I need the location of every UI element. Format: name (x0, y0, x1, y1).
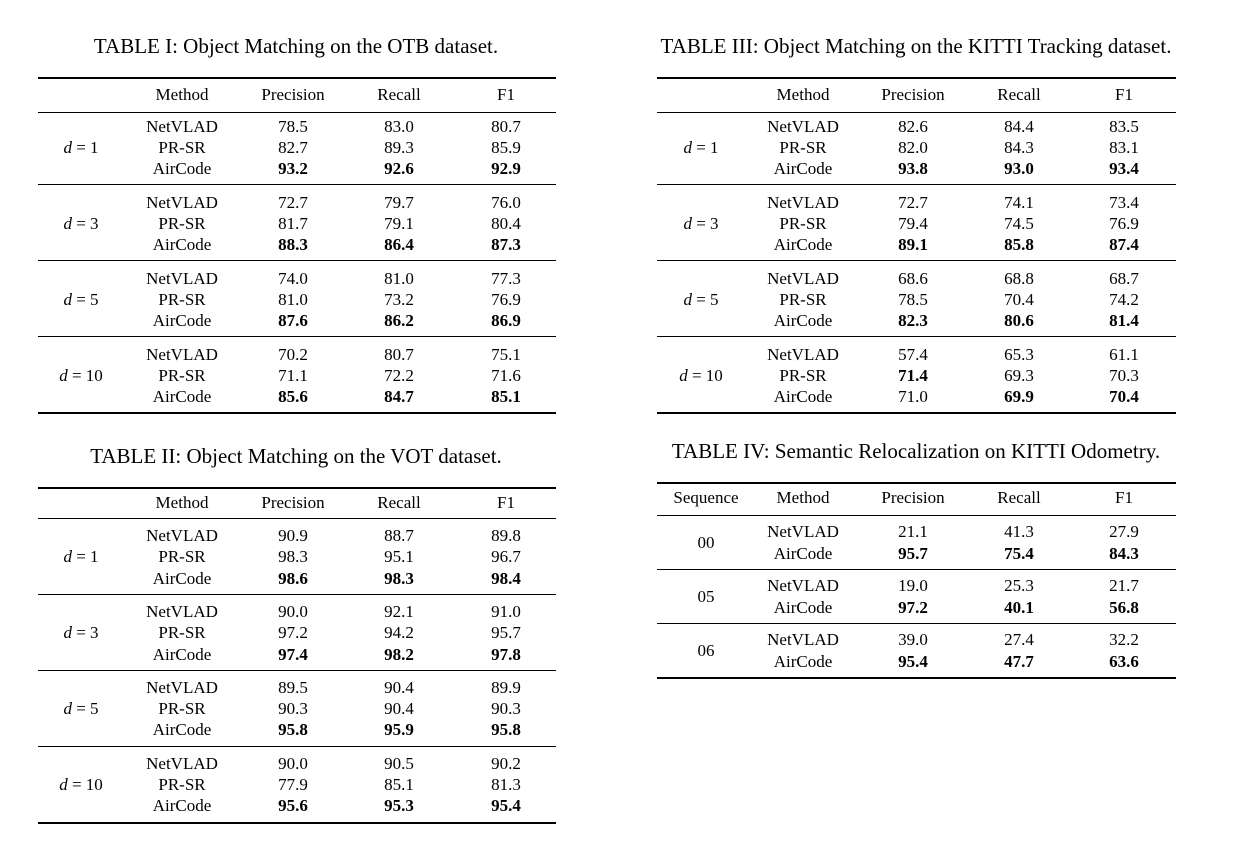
recall-cell: 75.4 (1004, 543, 1034, 563)
label-variable: d (63, 214, 72, 233)
method-cell: AirCode (152, 235, 212, 254)
column-header: Precision (261, 493, 325, 512)
method-cell: NetVLAD (767, 630, 839, 649)
precision-cell: 21.1 (898, 522, 928, 541)
group-rule (38, 670, 556, 671)
recall-cell: 85.8 (1004, 235, 1034, 254)
method-cell: NetVLAD (767, 522, 839, 541)
precision-cell: 95.6 (278, 796, 308, 816)
precision-cell: 90.0 (278, 601, 308, 621)
f1-cell: 91.0 (491, 601, 521, 621)
precision-cell: 74.0 (278, 269, 308, 288)
precision-cell: 72.7 (278, 193, 308, 212)
f1-cell: 83.5 (1109, 117, 1139, 136)
recall-cell: 92.1 (384, 601, 414, 621)
recall-cell: 69.3 (1004, 366, 1034, 385)
f1-cell: 70.4 (1109, 387, 1139, 406)
label-operator: = (691, 214, 711, 233)
precision-cell: 19.0 (898, 576, 928, 595)
label-value: 5 (710, 290, 719, 309)
f1-cell: 80.7 (491, 117, 521, 136)
recall-cell: 65.3 (1004, 345, 1034, 364)
group-label (63, 699, 98, 719)
precision-cell: 71.0 (898, 387, 928, 406)
bottom-rule (38, 822, 556, 824)
group-label (63, 138, 98, 158)
label-operator: = (687, 366, 706, 385)
method-cell: PR-SR (779, 366, 827, 385)
precision-cell: 95.4 (898, 651, 928, 671)
label-variable: d (683, 138, 692, 157)
method-cell: PR-SR (158, 775, 206, 794)
precision-cell: 93.2 (278, 159, 308, 178)
column-header: Precision (881, 488, 945, 507)
column-header: Method (776, 488, 830, 507)
label-operator: = (71, 214, 91, 233)
recall-cell: 84.4 (1004, 117, 1034, 136)
table-caption: TABLE III: Object Matching on the KITTI Tracking dataset. (660, 34, 1172, 58)
f1-cell: 89.9 (491, 677, 521, 697)
recall-cell: 84.7 (384, 387, 414, 406)
recall-cell: 92.6 (384, 159, 414, 178)
column-header: F1 (1115, 85, 1133, 104)
f1-cell: 90.3 (491, 699, 521, 719)
method-cell: NetVLAD (146, 753, 218, 773)
group-label (683, 138, 718, 158)
top-rule (657, 77, 1176, 79)
precision-cell: 82.6 (898, 117, 928, 136)
f1-cell: 95.7 (491, 623, 521, 643)
label-value: 5 (90, 290, 99, 309)
precision-cell: 97.4 (278, 644, 308, 664)
f1-cell: 95.4 (491, 796, 521, 816)
method-cell: PR-SR (779, 138, 827, 157)
recall-cell: 98.3 (384, 568, 414, 588)
label-value: 3 (710, 214, 719, 233)
f1-cell: 77.3 (491, 269, 521, 288)
precision-cell: 72.7 (898, 193, 928, 212)
recall-cell: 68.8 (1004, 269, 1034, 288)
f1-cell: 63.6 (1109, 651, 1139, 671)
f1-cell: 68.7 (1109, 269, 1139, 288)
method-cell: AirCode (773, 597, 833, 617)
method-cell: NetVLAD (146, 345, 218, 364)
column-header: Method (155, 493, 209, 512)
label-value: 00 (697, 532, 715, 552)
label-value: 1 (90, 547, 99, 567)
f1-cell: 32.2 (1109, 630, 1139, 649)
recall-cell: 74.5 (1004, 214, 1034, 233)
method-cell: NetVLAD (146, 117, 218, 136)
bottom-rule (38, 412, 556, 414)
table-caption: TABLE II: Object Matching on the VOT dataset. (90, 444, 502, 468)
group-rule (657, 336, 1176, 337)
label-variable: d (63, 547, 72, 567)
recall-cell: 79.1 (384, 214, 414, 233)
recall-cell: 81.0 (384, 269, 414, 288)
label-variable: d (683, 214, 692, 233)
label-value: 05 (697, 586, 715, 606)
f1-cell: 71.6 (491, 366, 521, 385)
f1-cell: 56.8 (1109, 597, 1139, 617)
column-header: Method (155, 85, 209, 104)
label-operator: = (71, 290, 91, 309)
f1-cell: 75.1 (491, 345, 521, 364)
label-variable: d (679, 366, 688, 385)
precision-cell: 68.6 (898, 269, 928, 288)
recall-cell: 89.3 (384, 138, 414, 157)
recall-cell: 74.1 (1004, 193, 1034, 212)
group-label (59, 366, 103, 386)
precision-cell: 77.9 (278, 775, 308, 794)
recall-cell: 95.1 (384, 547, 414, 567)
precision-cell: 89.5 (278, 677, 308, 697)
group-label (63, 623, 98, 643)
precision-cell: 90.3 (278, 699, 308, 719)
precision-cell: 78.5 (898, 290, 928, 309)
precision-cell: 88.3 (278, 235, 308, 254)
recall-cell: 90.5 (384, 753, 414, 773)
method-cell: PR-SR (779, 290, 827, 309)
recall-cell: 47.7 (1004, 651, 1034, 671)
recall-cell: 69.9 (1004, 387, 1034, 406)
f1-cell: 27.9 (1109, 522, 1139, 541)
recall-cell: 41.3 (1004, 522, 1034, 541)
method-cell: NetVLAD (146, 677, 218, 697)
recall-cell: 27.4 (1004, 630, 1034, 649)
f1-cell: 97.8 (491, 644, 521, 664)
label-value: 06 (697, 640, 715, 660)
recall-cell: 95.9 (384, 720, 414, 740)
f1-cell: 98.4 (491, 568, 521, 588)
group-label (59, 775, 103, 795)
recall-cell: 94.2 (384, 623, 414, 643)
label-variable: d (59, 775, 68, 794)
top-rule (38, 77, 556, 79)
f1-cell: 87.3 (491, 235, 521, 254)
recall-cell: 72.2 (384, 366, 414, 385)
recall-cell: 90.4 (384, 699, 414, 719)
label-value: 3 (90, 214, 99, 233)
recall-cell: 79.7 (384, 193, 414, 212)
label-operator: = (71, 623, 91, 643)
f1-cell: 93.4 (1109, 159, 1139, 178)
f1-cell: 87.4 (1109, 235, 1139, 254)
recall-cell: 70.4 (1004, 290, 1034, 309)
precision-cell: 95.7 (898, 543, 928, 563)
label-variable: d (63, 623, 72, 643)
f1-cell: 83.1 (1109, 138, 1139, 157)
f1-cell: 74.2 (1109, 290, 1139, 309)
f1-cell: 21.7 (1109, 576, 1139, 595)
method-cell: AirCode (773, 651, 833, 671)
method-cell: NetVLAD (767, 117, 839, 136)
header-rule (657, 112, 1176, 113)
recall-cell: 84.3 (1004, 138, 1034, 157)
recall-cell: 73.2 (384, 290, 414, 309)
method-cell: NetVLAD (767, 576, 839, 595)
label-value: 5 (90, 699, 99, 719)
precision-cell: 82.7 (278, 138, 308, 157)
precision-cell: 81.7 (278, 214, 308, 233)
method-cell: PR-SR (158, 138, 206, 157)
f1-cell: 95.8 (491, 720, 521, 740)
group-label (698, 587, 715, 607)
label-value: 10 (85, 775, 103, 794)
precision-cell: 98.6 (278, 568, 308, 588)
f1-cell: 73.4 (1109, 193, 1139, 212)
bottom-rule (657, 677, 1176, 679)
column-header: Recall (997, 85, 1041, 104)
recall-cell: 90.4 (384, 677, 414, 697)
top-rule (657, 482, 1176, 484)
method-cell: NetVLAD (146, 193, 218, 212)
recall-cell: 93.0 (1004, 159, 1034, 178)
method-cell: PR-SR (158, 547, 206, 567)
method-cell: AirCode (773, 159, 833, 178)
label-operator: = (71, 547, 91, 567)
group-rule (38, 594, 556, 595)
label-operator: = (71, 138, 91, 157)
recall-cell: 86.4 (384, 235, 414, 254)
recall-cell: 80.7 (384, 345, 414, 364)
recall-cell: 83.0 (384, 117, 414, 136)
table-caption: TABLE IV: Semantic Relocalization on KITTI Odometry. (671, 439, 1161, 463)
precision-cell: 71.1 (278, 366, 308, 385)
precision-cell: 71.4 (898, 366, 928, 385)
group-label (63, 214, 98, 234)
precision-cell: 87.6 (278, 311, 308, 330)
f1-cell: 76.9 (491, 290, 521, 309)
group-label (63, 290, 98, 310)
precision-cell: 97.2 (898, 597, 928, 617)
method-cell: NetVLAD (767, 269, 839, 288)
method-cell: PR-SR (158, 623, 206, 643)
group-rule (38, 184, 556, 185)
recall-cell: 95.3 (384, 796, 414, 816)
method-cell: PR-SR (158, 214, 206, 233)
column-header: Recall (997, 488, 1041, 507)
f1-cell: 80.4 (491, 214, 521, 233)
precision-cell: 95.8 (278, 720, 308, 740)
method-cell: AirCode (773, 543, 833, 563)
column-header: F1 (497, 85, 515, 104)
recall-cell: 25.3 (1004, 576, 1034, 595)
precision-cell: 98.3 (278, 547, 308, 567)
label-operator: = (691, 290, 711, 309)
f1-cell: 81.3 (491, 775, 521, 794)
label-variable: d (683, 290, 692, 309)
label-value: 1 (710, 138, 719, 157)
label-operator: = (67, 775, 86, 794)
label-operator: = (67, 366, 86, 385)
method-cell: PR-SR (779, 214, 827, 233)
f1-cell: 89.8 (491, 526, 521, 545)
f1-cell: 76.0 (491, 193, 521, 212)
group-rule (657, 569, 1176, 570)
method-cell: AirCode (773, 235, 833, 254)
f1-cell: 81.4 (1109, 311, 1139, 330)
header-rule (657, 515, 1176, 516)
group-label (698, 641, 715, 661)
f1-cell: 76.9 (1109, 214, 1139, 233)
group-rule (657, 260, 1176, 261)
header-rule (38, 112, 556, 113)
precision-cell: 78.5 (278, 117, 308, 136)
label-value: 10 (705, 366, 723, 385)
precision-cell: 57.4 (898, 345, 928, 364)
column-header: Method (776, 85, 830, 104)
group-label (698, 533, 715, 553)
f1-cell: 92.9 (491, 159, 521, 178)
precision-cell: 90.9 (278, 526, 308, 545)
method-cell: AirCode (773, 387, 833, 406)
group-rule (38, 746, 556, 747)
method-cell: AirCode (152, 644, 212, 664)
label-variable: d (63, 699, 72, 719)
precision-cell: 85.6 (278, 387, 308, 406)
f1-cell: 86.9 (491, 311, 521, 330)
method-cell: PR-SR (158, 699, 206, 719)
group-label (683, 290, 718, 310)
recall-cell: 86.2 (384, 311, 414, 330)
method-cell: AirCode (152, 796, 212, 816)
f1-cell: 96.7 (491, 547, 521, 567)
column-header: Precision (881, 85, 945, 104)
f1-cell: 85.1 (491, 387, 521, 406)
column-header: F1 (1115, 488, 1133, 507)
precision-cell: 82.0 (898, 138, 928, 157)
precision-cell: 79.4 (898, 214, 928, 233)
label-value: 3 (90, 623, 99, 643)
f1-cell: 84.3 (1109, 543, 1139, 563)
method-cell: NetVLAD (146, 601, 218, 621)
f1-cell: 90.2 (491, 753, 521, 773)
table-caption: TABLE I: Object Matching on the OTB dataset. (93, 34, 499, 58)
precision-cell: 39.0 (898, 630, 928, 649)
column-header: F1 (497, 493, 515, 512)
group-rule (38, 336, 556, 337)
label-value: 10 (85, 366, 103, 385)
recall-cell: 88.7 (384, 526, 414, 545)
column-header: Recall (377, 85, 421, 104)
bottom-rule (657, 412, 1176, 414)
precision-cell: 70.2 (278, 345, 308, 364)
method-cell: AirCode (773, 311, 833, 330)
method-cell: NetVLAD (146, 526, 218, 545)
label-variable: d (63, 138, 72, 157)
label-variable: d (63, 290, 72, 309)
f1-cell: 85.9 (491, 138, 521, 157)
precision-cell: 81.0 (278, 290, 308, 309)
group-label (679, 366, 723, 386)
group-label (63, 547, 98, 567)
recall-cell: 85.1 (384, 775, 414, 794)
method-cell: AirCode (152, 387, 212, 406)
group-rule (657, 184, 1176, 185)
group-rule (38, 260, 556, 261)
f1-cell: 70.3 (1109, 366, 1139, 385)
precision-cell: 93.8 (898, 159, 928, 178)
top-rule (38, 487, 556, 489)
group-label (683, 214, 718, 234)
column-header: Precision (261, 85, 325, 104)
column-header: Recall (377, 493, 421, 512)
precision-cell: 97.2 (278, 623, 308, 643)
method-cell: NetVLAD (767, 345, 839, 364)
label-operator: = (71, 699, 91, 719)
header-rule (38, 518, 556, 519)
method-cell: AirCode (152, 720, 212, 740)
method-cell: PR-SR (158, 366, 206, 385)
label-variable: d (59, 366, 68, 385)
group-rule (657, 623, 1176, 624)
precision-cell: 90.0 (278, 753, 308, 773)
recall-cell: 98.2 (384, 644, 414, 664)
method-cell: AirCode (152, 311, 212, 330)
label-operator: = (691, 138, 711, 157)
column-header: Sequence (673, 488, 739, 507)
method-cell: NetVLAD (146, 269, 218, 288)
label-value: 1 (90, 138, 99, 157)
method-cell: NetVLAD (767, 193, 839, 212)
recall-cell: 80.6 (1004, 311, 1034, 330)
method-cell: AirCode (152, 568, 212, 588)
recall-cell: 40.1 (1004, 597, 1034, 617)
f1-cell: 61.1 (1109, 345, 1139, 364)
method-cell: PR-SR (158, 290, 206, 309)
method-cell: AirCode (152, 159, 212, 178)
precision-cell: 82.3 (898, 311, 928, 330)
precision-cell: 89.1 (898, 235, 928, 254)
